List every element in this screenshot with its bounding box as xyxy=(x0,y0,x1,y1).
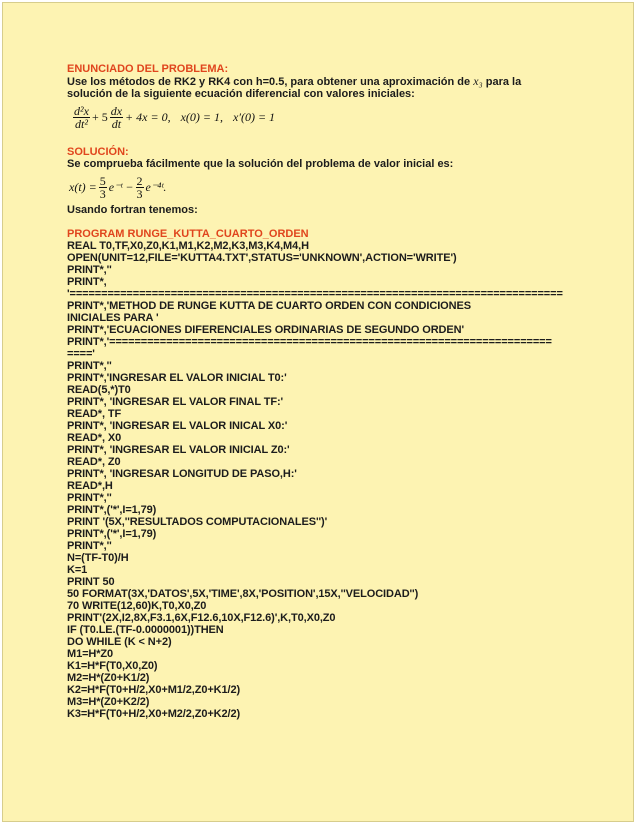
document-content xyxy=(67,63,567,720)
code-line: K2=H*F(T0+H/2,X0+M1/2,Z0+K1/2) xyxy=(67,684,241,696)
problem-statement-line-1 xyxy=(67,75,567,88)
code-line: PRINT 50 xyxy=(67,576,115,588)
code-line: READ(5,*)T0 xyxy=(67,384,131,396)
code-line: PRINT*,'INGRESAR EL VALOR INICIAL T0:' xyxy=(67,372,287,384)
equation-remainder: + 4x = 0, xyxy=(125,110,171,124)
code-line: PRINT*, 'INGRESAR EL VALOR FINAL TF:' xyxy=(67,396,284,408)
code-line: IF (T0.LE.(TF-0.0000001))THEN xyxy=(67,624,224,636)
initial-condition-2: x′(0) = 1 xyxy=(233,110,276,124)
code-line: READ*, Z0 xyxy=(67,456,121,468)
document-page xyxy=(2,2,634,822)
problem-heading: ENUNCIADO DEL PROBLEMA: xyxy=(67,63,229,75)
code-line: READ*,H xyxy=(67,480,113,492)
solution-fraction-1: $\frac{5}{3}$ xyxy=(99,173,106,201)
solution-text: Se comprueba fácilmente que la solución del problema de valor inicial es: xyxy=(67,158,454,170)
problem-statement-line-2: solución de la siguiente ecuación diferencial con valores iniciales: xyxy=(67,88,415,100)
problem-text-after: para la xyxy=(482,76,522,88)
second-derivative-fraction: $\frac{\text{d²x}}{\text{dt²}}$ xyxy=(74,103,89,131)
code-line: PRINT*,'====================================================================== xyxy=(67,336,552,348)
code-line: PRINT*,'' xyxy=(67,492,112,504)
code-line: K3=H*F(T0+H/2,X0+M2/2,Z0+K2/2) xyxy=(67,708,241,720)
code-line: PRINT*, xyxy=(67,276,107,288)
code-line: N=(TF-T0)/H xyxy=(67,552,129,564)
code-line: '============================================================================== xyxy=(67,288,563,300)
code-line: PRINT '(5X,''RESULTADOS COMPUTACIONALES'')' xyxy=(67,516,328,528)
variable-x3: x₃ xyxy=(473,74,483,88)
code-line: PRINT*, 'INGRESAR EL VALOR INICAL X0:' xyxy=(67,420,288,432)
solution-fraction-2: $\frac{2}{3}$ xyxy=(136,173,143,201)
solution-term-2: e⁻⁴ᵗ. xyxy=(145,180,167,194)
program-title: PROGRAM RUNGE_KUTTA_CUARTO_ORDEN xyxy=(67,228,309,240)
code-line: DO WHILE (K < N+2) xyxy=(67,636,172,648)
code-line: READ*, TF xyxy=(67,408,122,420)
code-line: INICIALES PARA ' xyxy=(67,312,159,324)
fortran-intro: Usando fortran tenemos: xyxy=(67,204,198,216)
solution-lhs: x(t) = xyxy=(69,180,97,194)
code-line: K1=H*F(T0,X0,Z0) xyxy=(67,660,158,672)
first-derivative-fraction: $\frac{dx}{dt}$ xyxy=(110,103,123,131)
code-line: PRINT*,'METHOD DE RUNGE KUTTA DE CUARTO ORDEN CON CONDICIONES xyxy=(67,300,471,312)
code-line: PRINT*,'' xyxy=(67,360,112,372)
code-line: PRINT*,('*',I=1,79) xyxy=(67,528,157,540)
code-line: PRINT*,'ECUACIONES DIFERENCIALES ORDINARIAS DE SEGUNDO ORDEN' xyxy=(67,324,465,336)
initial-condition-1: x(0) = 1, xyxy=(180,110,223,124)
fortran-code-block xyxy=(67,240,567,720)
code-line: PRINT*, 'INGRESAR EL VALOR INICIAL Z0:' xyxy=(67,444,290,456)
solution-term-1: e⁻ᵗ − xyxy=(108,180,134,194)
code-line: PRINT*, 'INGRESAR LONGITUD DE PASO,H:' xyxy=(67,468,297,480)
differential-equation xyxy=(67,100,567,134)
code-line: ====' xyxy=(67,348,95,360)
code-line: M2=H*(Z0+K1/2) xyxy=(67,672,150,684)
code-line: 70 WRITE(12,60)K,T0,X0,Z0 xyxy=(67,600,207,612)
code-line: PRINT*,'' xyxy=(67,540,112,552)
solution-heading: SOLUCIÓN: xyxy=(67,146,129,158)
code-line: M1=H*Z0 xyxy=(67,648,114,660)
code-line: PRINT*,'' xyxy=(67,264,112,276)
code-line: READ*, X0 xyxy=(67,432,122,444)
solution-equation xyxy=(67,170,567,204)
problem-text-before: Use los métodos de RK2 y RK4 con h=0.5, para obtener una aproximación de xyxy=(67,76,474,88)
code-line: OPEN(UNIT=12,FILE='KUTTA4.TXT',STATUS='UNKNOWN',ACTION='WRITE') xyxy=(67,252,457,264)
code-line: PRINT*,('*',I=1,79) xyxy=(67,504,157,516)
code-line: M3=H*(Z0+K2/2) xyxy=(67,696,150,708)
coefficient-5: + 5 xyxy=(91,110,108,124)
code-line: K=1 xyxy=(67,564,88,576)
code-line: PRINT'(2X,I2,8X,F3.1,6X,F12.6,10X,F12.6)',K,T0,X0,Z0 xyxy=(67,612,336,624)
code-line: 50 FORMAT(3X,'DATOS',5X,'TIME',8X,'POSITION',15X,''VELOCIDAD'') xyxy=(67,588,419,600)
code-line: REAL T0,TF,X0,Z0,K1,M1,K2,M2,K3,M3,K4,M4,H xyxy=(67,240,309,252)
